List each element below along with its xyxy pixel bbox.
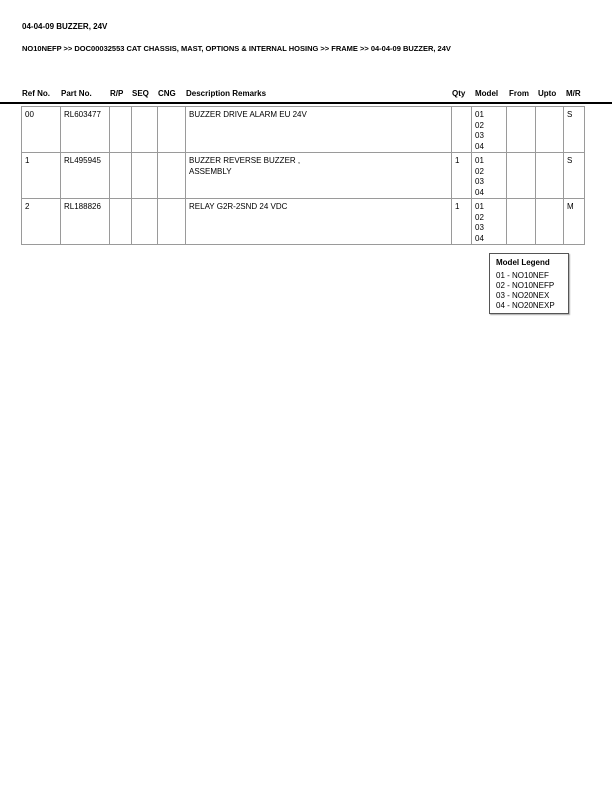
model-code: 03 xyxy=(475,177,484,186)
mr-cell: M xyxy=(564,199,585,245)
part-no-cell: RL603477 xyxy=(61,107,110,153)
description-line: BUZZER REVERSE BUZZER , xyxy=(189,156,301,165)
part-no-cell: RL495945 xyxy=(61,153,110,199)
model-legend-title: Model Legend xyxy=(496,258,550,267)
model-code: 04 xyxy=(475,141,484,151)
column-header-description: Description Remarks xyxy=(186,89,267,98)
seq-cell xyxy=(132,153,158,199)
mr-cell: S xyxy=(564,153,585,199)
column-header-rp: R/P xyxy=(110,89,124,98)
model-code: 02 xyxy=(475,212,484,222)
cng-cell xyxy=(158,153,186,199)
ref-no-cell: 00 xyxy=(22,107,61,153)
cng-cell xyxy=(158,107,186,153)
column-header-part-no: Part No. xyxy=(61,89,92,98)
column-header-seq: SEQ xyxy=(132,89,149,98)
column-header-qty: Qty xyxy=(452,89,466,98)
mr-cell: S xyxy=(564,107,585,153)
rp-cell xyxy=(110,153,132,199)
model-code: 03 xyxy=(475,223,484,232)
model-legend-item: 02 - NO10NEFP xyxy=(496,281,555,290)
model-cell xyxy=(472,107,507,153)
seq-cell xyxy=(132,199,158,245)
description-line: ASSEMBLY xyxy=(189,166,232,176)
model-code: 03 xyxy=(475,131,484,140)
ref-no-cell: 2 xyxy=(22,199,61,245)
seq-cell xyxy=(132,107,158,153)
model-code: 04 xyxy=(475,233,484,243)
description-cell xyxy=(186,153,452,199)
column-header-ref-no: Ref No. xyxy=(22,89,50,98)
from-cell xyxy=(507,199,536,245)
cng-cell xyxy=(158,199,186,245)
table-row xyxy=(22,199,585,245)
breadcrumb: NO10NEFP >> DOC00032553 CAT CHASSIS, MAST, OPTIONS & INTERNAL HOSING >> FRAME >> 04-04-09 BUZZER, 24V xyxy=(22,44,451,53)
rp-cell xyxy=(110,199,132,245)
page-title: 04-04-09 BUZZER, 24V xyxy=(22,22,108,31)
rp-cell xyxy=(110,107,132,153)
upto-cell xyxy=(536,107,564,153)
upto-cell xyxy=(536,199,564,245)
from-cell xyxy=(507,153,536,199)
model-legend-item: 04 - NO20NEXP xyxy=(496,301,555,310)
column-header-mr: M/R xyxy=(566,89,581,98)
model-code: 04 xyxy=(475,187,484,197)
upto-cell xyxy=(536,153,564,199)
column-header-model: Model xyxy=(475,89,499,98)
qty-cell xyxy=(452,107,472,153)
column-header-cng: CNG xyxy=(158,89,176,98)
model-code: 01 xyxy=(475,202,484,211)
column-header-upto: Upto xyxy=(538,89,557,98)
qty-cell: 1 xyxy=(452,199,472,245)
model-legend xyxy=(489,253,569,314)
parts-table xyxy=(21,106,585,245)
model-cell xyxy=(472,153,507,199)
from-cell xyxy=(507,107,536,153)
column-header-from: From xyxy=(509,89,529,98)
part-no-cell: RL188826 xyxy=(61,199,110,245)
model-code: 01 xyxy=(475,110,484,119)
model-code: 02 xyxy=(475,166,484,176)
description-cell xyxy=(186,199,452,245)
ref-no-cell: 1 xyxy=(22,153,61,199)
model-legend-item: 03 - NO20NEX xyxy=(496,291,550,300)
model-legend-item: 01 - NO10NEF xyxy=(496,271,549,280)
description-cell xyxy=(186,107,452,153)
description-line: BUZZER DRIVE ALARM EU 24V xyxy=(189,110,307,119)
qty-cell: 1 xyxy=(452,153,472,199)
description-line: RELAY G2R-2SND 24 VDC xyxy=(189,202,288,211)
table-row xyxy=(22,153,585,199)
model-cell xyxy=(472,199,507,245)
header-divider xyxy=(0,102,612,104)
model-code: 01 xyxy=(475,156,484,165)
model-code: 02 xyxy=(475,120,484,130)
table-row xyxy=(22,107,585,153)
